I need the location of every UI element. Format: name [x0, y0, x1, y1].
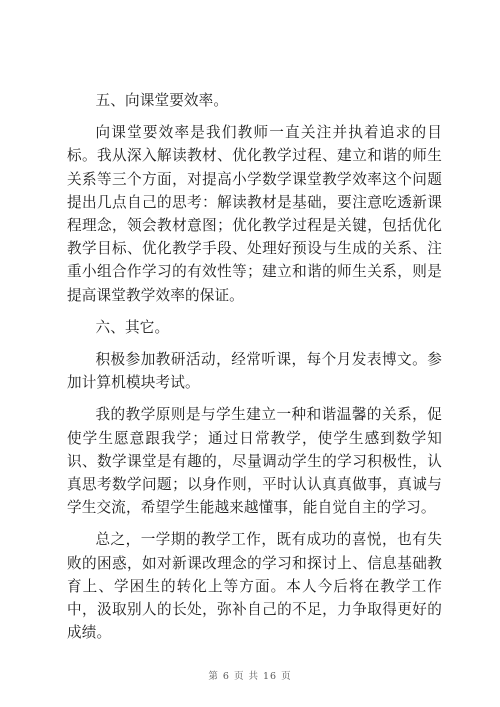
paragraph-summary: 总之，一学期的教学工作，既有成功的喜悦，也有失败的困惑，如对新课改理念的学习和探讨上、信息基础教育上、学困生的转化上等方面。本人今后将在教学工作中，汲取别人的长处，弥补自己的不足，力争取得更好的成绩。 — [67, 531, 442, 642]
paragraph-efficiency: 向课堂要效率是我们教师一直关注并执着追求的目标。我从深入解读教材、优化教学过程、建立和谐的师生关系等三个方面，对提高小学数学课堂教学效率这个问题提出几点自己的思考：解读教材是基础，要注意吃透新课程理念，领会教材意图；优化教学过程是关键，包括优化教学目标、优化教学手段、处理好预设与生成的关系、注重小组合作学习的有效性等；建立和谐的师生关系，则是提高课堂教学效率的保证。 — [67, 124, 442, 304]
page-number-footer: 第 6 页 共 16 页 — [208, 671, 292, 682]
section-heading-efficiency: 五、向课堂要效率。 — [95, 92, 229, 109]
document-body — [67, 89, 442, 653]
paragraph-research-activities: 积极参加教研活动，经常听课，每个月发表博文。参加计算机模块考试。 — [67, 351, 442, 392]
paragraph-teaching-principle: 我的教学原则是与学生建立一种和谐温馨的关系，促使学生愿意跟我学；通过日常教学，使学生感到数学知识、数学课堂是有趣的，尽量调动学生的学习积极性，认真思考数学问题；以身作则，平时认认真真做事，真诚与学生交流，希望学生能越来越懂事，能自觉自主的学习。 — [67, 406, 442, 517]
section-heading-others: 六、其它。 — [95, 318, 170, 336]
